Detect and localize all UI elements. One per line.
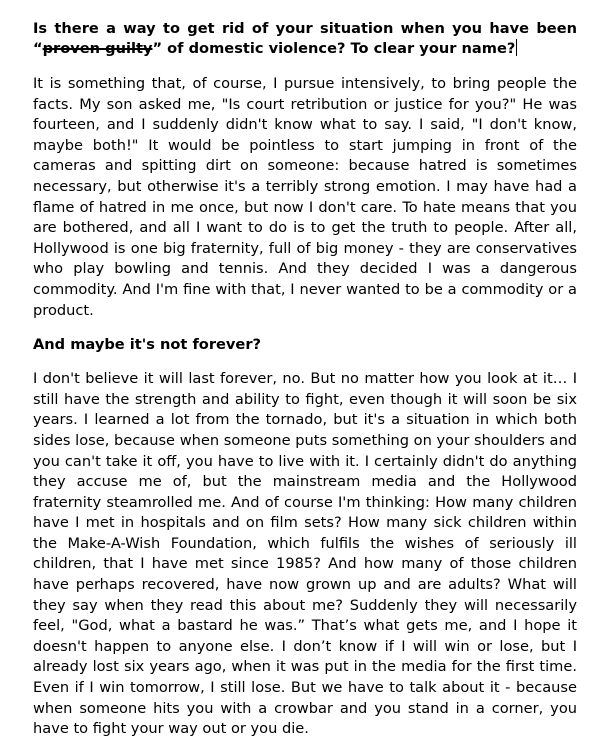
question-heading-2: And maybe it's not forever? [33,336,261,354]
answer-paragraph-1: It is something that, of course, I pursue intensively, to bring people the facts. My son asked me, "Is court retribution or justice for you?" He was fourteen, and I suddenly didn't know what to say. I said, "I don't know, maybe both!" It would be pointless to start jumping in front of the cameras and spitting dirt on someone: because hatred is sometimes necessary, but otherwise it's a terribly strong emotion. I may have had a flame of hatred in me once, but now I don't care. To hate means that you are bothered, and all I want to do is to get the truth to people. After all, Hollywood is one big fraternity, full of big money - they are conservatives who play bowling and tennis. And they decided I was a dangerous commodity. And I'm fine with that, I never wanted to be a commodity or a product. [33,75,577,319]
question-heading-1 [33,19,577,59]
question-1-text-start: Is there a way to get rid of your situation when you have been “ [33,20,577,57]
text-cursor [516,39,517,56]
question-1-struck-text: proven guilty [42,40,153,57]
answer-paragraph-2: I don't believe it will last forever, no. But no matter how you look at it… I still have the strength and ability to fight, even though it will soon be six years. I learned a lot from the tornado, but it's a situation in which both sides lose, because when someone puts something on your shoulders and you can't take it off, you have to live with it. I certainly didn't do anything they accuse me of, but the mainstream media and the Hollywood fraternity steamrolled me. And of course I'm thinking: How many children have I met in hospitals and on film sets? How many sick children within the Make-A-Wish Foundation, which fulfils the wishes of seriously ill children, that I have met since 1985? And how many of those children have perhaps recovered, have now grown up and are adults? What will they say when they read this about me? Suddenly they will necessarily feel, "God, what a bastard he was.” That’s what gets me, and I hope it doesn't happen to anyone else. I don’t know if I will win or lose, but I already lost six years ago, when it was put in the media for the first time. Even if I win tomorrow, I still lose. But we have to talk about it - because when someone hits you with a crowbar and you stand in a corner, you have to fight your way out or you die. [33,370,577,738]
question-1-text-end: ” of domestic violence? To clear your name? [152,40,516,57]
